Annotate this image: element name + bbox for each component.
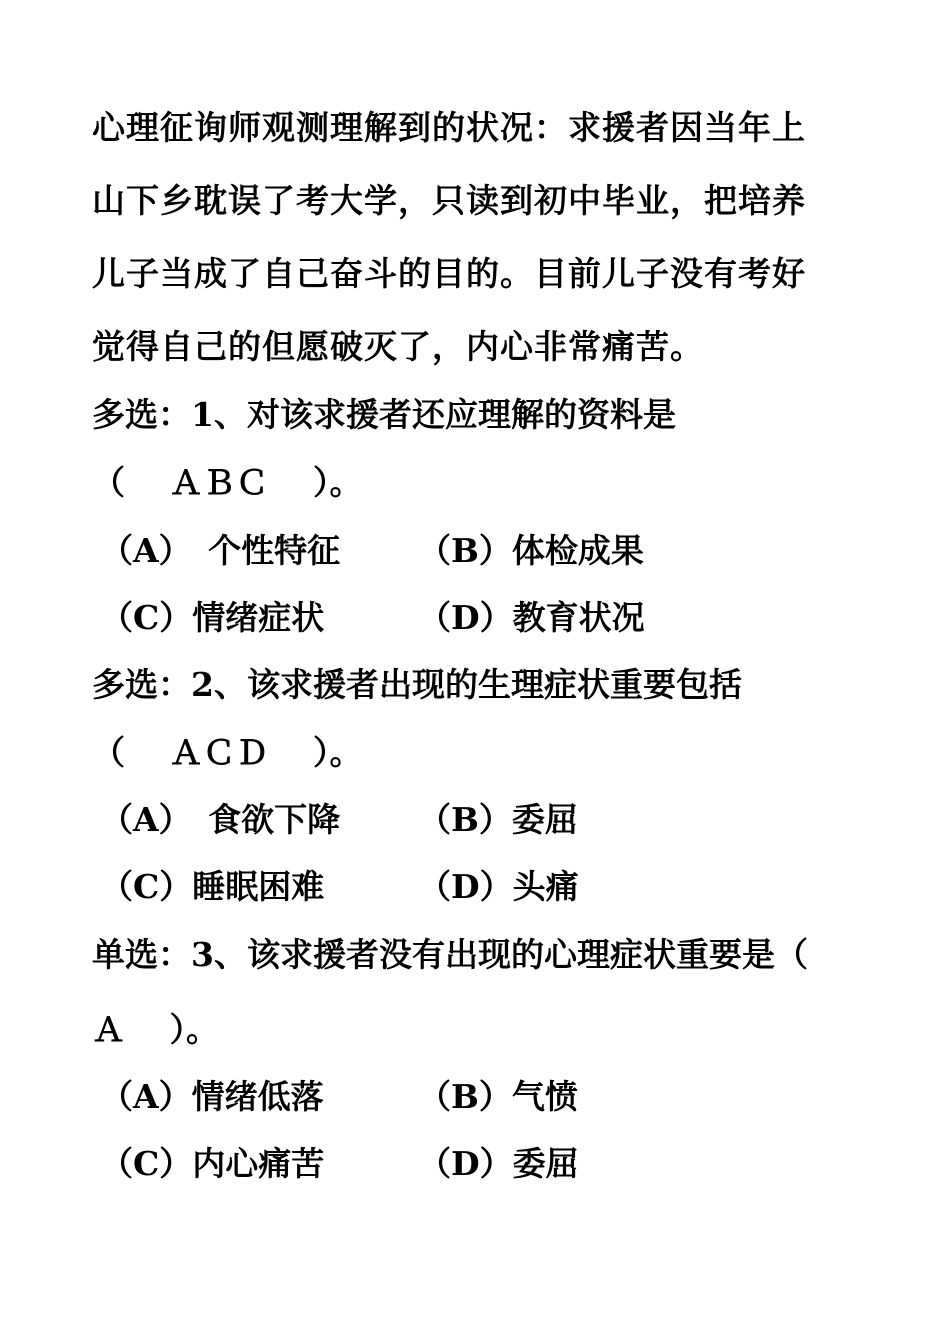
question-2-option-b: （B）委屈 <box>418 800 578 839</box>
question-1-stem: 多选：1、对该求援者还应理解的资料是 <box>92 395 676 434</box>
intro-line-4: 觉得自己的但愿破灭了，内心非常痛苦。 <box>92 327 704 366</box>
question-1-option-b: （B）体检成果 <box>418 531 644 570</box>
question-2-option-d: （D）头痛 <box>418 867 579 906</box>
question-3-stem: 单选：3、该求援者没有出现的心理症状重要是（ <box>92 935 808 974</box>
question-1-option-c: （C）情绪症状 <box>100 598 325 637</box>
question-3-option-b: （B）气愤 <box>418 1077 578 1116</box>
intro-line-1: 心理征询师观测理解到的状况：求援者因当年上 <box>92 108 806 147</box>
question-1-option-d: （D）教育状况 <box>418 598 645 637</box>
question-1-answer: （ ＡＢＣ ）。 <box>92 463 363 502</box>
question-3-option-c: （C）内心痛苦 <box>100 1144 325 1183</box>
question-2-option-c: （C）睡眠困难 <box>100 867 325 906</box>
question-3-answer: Ａ ）。 <box>92 1010 219 1049</box>
question-2-stem: 多选：2、该求援者出现的生理症状重要包括 <box>92 665 742 704</box>
question-2-answer: （ ＡＣＤ ）。 <box>92 733 363 772</box>
question-3-option-a: （A）情绪低落 <box>100 1077 324 1116</box>
intro-line-3: 儿子当成了自己奋斗的目的。目前儿子没有考好 <box>92 254 806 293</box>
question-1-option-a: （A） 个性特征 <box>100 531 341 570</box>
question-3-option-d: （D）委屈 <box>418 1144 579 1183</box>
intro-line-2: 山下乡耽误了考大学，只读到初中毕业，把培养 <box>92 181 806 220</box>
question-2-option-a: （A） 食欲下降 <box>100 800 341 839</box>
